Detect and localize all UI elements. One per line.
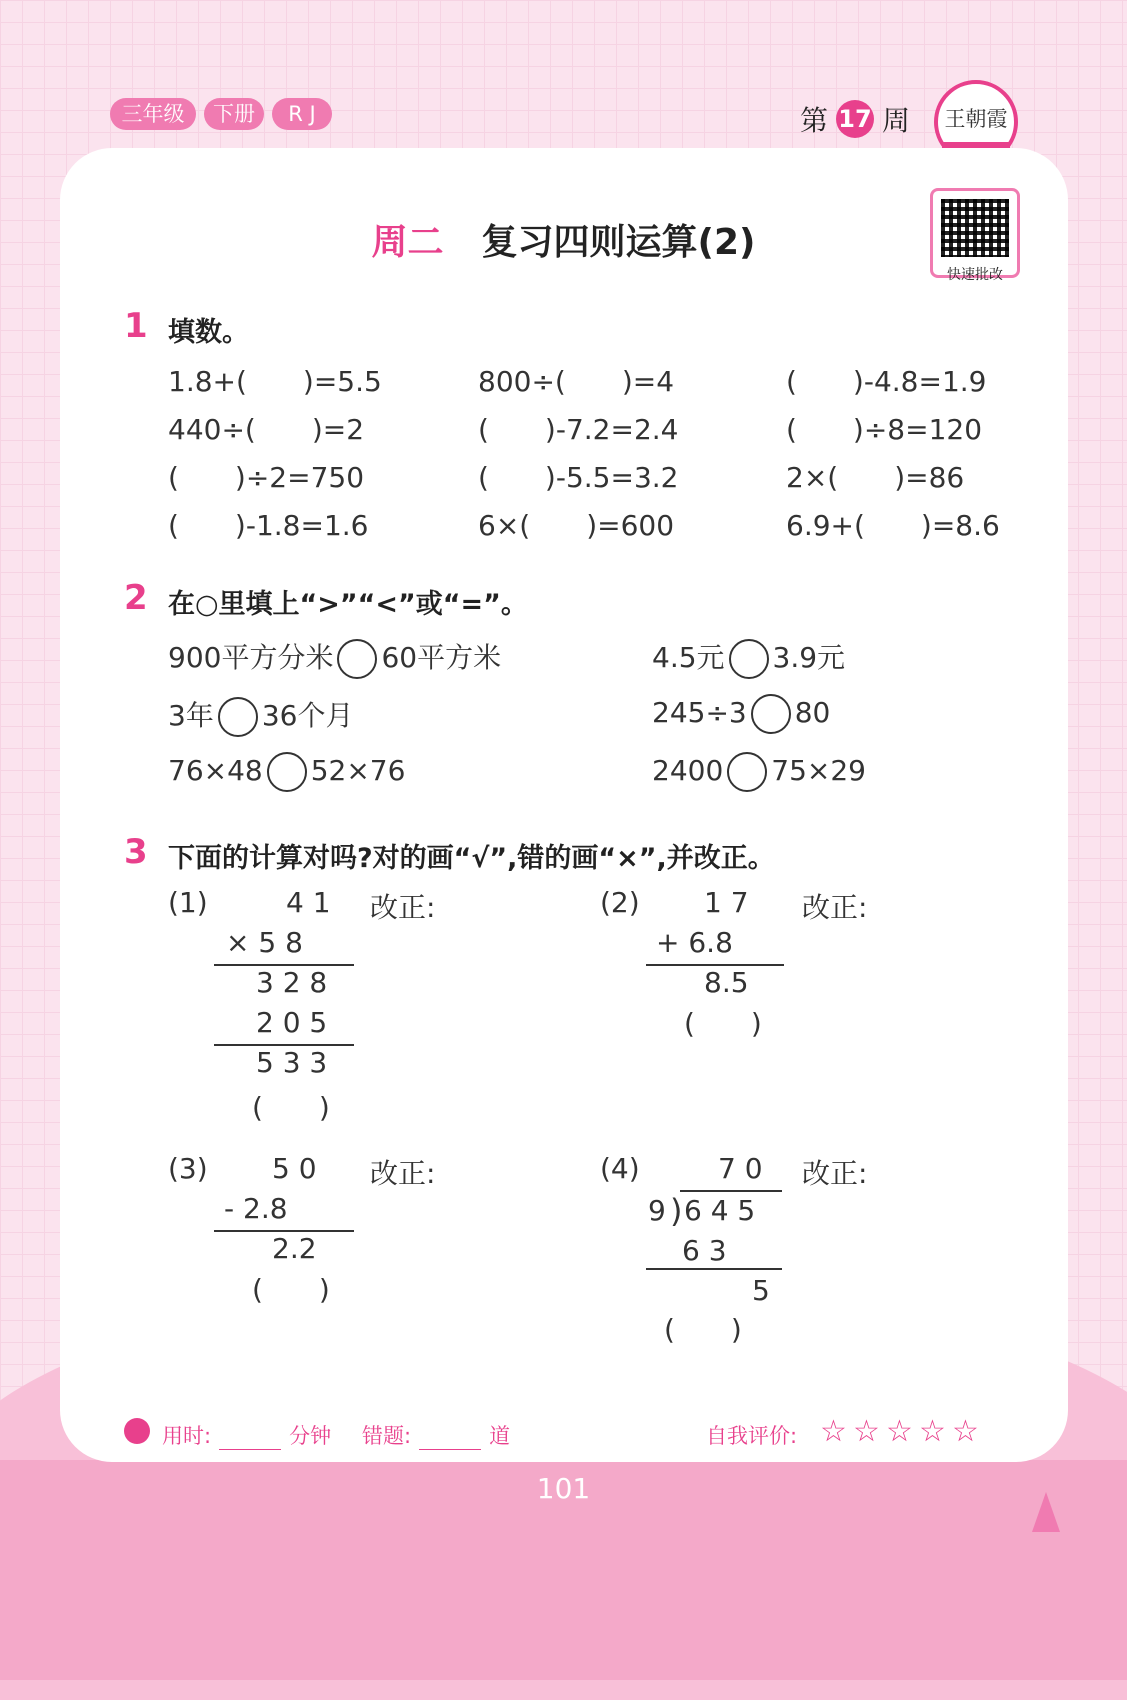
- problem-2-fix-label: 改正:: [802, 891, 868, 924]
- time-unit: 分钟: [289, 1424, 332, 1448]
- compare-right: 75×29: [771, 754, 866, 787]
- problem-1-line1: 4 1: [286, 886, 331, 919]
- fill-blank-item[interactable]: 6×( )=600: [478, 509, 675, 542]
- fill-blank-item[interactable]: 6.9+( )=8.6: [786, 509, 1000, 542]
- compare-right: 60平方米: [381, 641, 502, 674]
- problem-4-line3: 6 3: [682, 1234, 727, 1267]
- problem-4-dividend: 6 4 5: [684, 1194, 756, 1227]
- problem-4-label: (4): [600, 1152, 640, 1185]
- compare-circle[interactable]: [727, 752, 767, 792]
- problem-4-quotient: 7 0: [718, 1152, 763, 1185]
- problem-4-division-bracket: ): [670, 1192, 683, 1230]
- compare-left: 3年: [168, 699, 214, 732]
- compare-left: 4.5元: [652, 641, 725, 674]
- problem-4-fix-label: 改正:: [802, 1157, 868, 1190]
- compare-right: 3.9元: [772, 641, 846, 674]
- footer-time: [162, 1420, 331, 1450]
- question-3-text: 下面的计算对吗?对的画“√”,错的画“×”,并改正。: [168, 843, 775, 874]
- self-eval-label: 自我评价:: [706, 1424, 798, 1448]
- problem-1-line4: 2 0 5: [256, 1006, 328, 1039]
- problem-1-line3: 3 2 8: [256, 966, 328, 999]
- footer-errors: [362, 1420, 510, 1450]
- error-label: 错题:: [362, 1424, 412, 1448]
- title-topic: 复习四则运算(2): [481, 222, 756, 263]
- compare-left: 76×48: [168, 754, 263, 787]
- compare-item: [168, 636, 501, 679]
- problem-3-label: (3): [168, 1152, 208, 1185]
- week-suffix: 周: [882, 104, 911, 137]
- compare-item: [652, 752, 866, 792]
- compare-item: [652, 636, 845, 679]
- fill-blank-item[interactable]: 440÷( )=2: [168, 413, 365, 446]
- problem-3-line2: - 2.8: [224, 1192, 288, 1225]
- compare-left: 900平方分米: [168, 641, 334, 674]
- problem-1-fix-label: 改正:: [370, 891, 436, 924]
- compare-circle[interactable]: [218, 697, 258, 737]
- compare-circle[interactable]: [337, 639, 377, 679]
- page-number: 101: [536, 1472, 591, 1505]
- problem-4-rule: [646, 1268, 782, 1270]
- edition-badge: R J: [272, 98, 332, 130]
- compare-right: 52×76: [310, 754, 406, 787]
- problem-2-answer-paren[interactable]: ( ): [684, 1007, 762, 1040]
- problem-3-answer-paren[interactable]: ( ): [252, 1273, 330, 1306]
- problem-2-line3: 8.5: [704, 966, 749, 999]
- problem-4-division-bar: [680, 1190, 782, 1192]
- question-2-text: 在○里填上“>”“<”或“=”。: [168, 589, 528, 620]
- compare-right: 36个月: [261, 699, 354, 732]
- title-day: 周二: [371, 222, 444, 263]
- compare-item: [168, 694, 353, 737]
- question-3-number: 3: [124, 832, 148, 872]
- error-blank[interactable]: [419, 1429, 481, 1450]
- fill-blank-item[interactable]: 800÷( )=4: [478, 365, 675, 398]
- fill-blank-item[interactable]: ( )÷8=120: [786, 413, 983, 446]
- compare-circle[interactable]: [751, 694, 791, 734]
- qr-label: 快速批改: [947, 267, 1003, 283]
- problem-1-label: (1): [168, 886, 208, 919]
- fill-blank-item[interactable]: ( )-1.8=1.6: [168, 509, 369, 542]
- grade-badge: 三年级: [110, 98, 196, 130]
- fill-blank-item[interactable]: ( )-5.5=3.2: [478, 461, 679, 494]
- problem-1-line2: × 5 8: [226, 926, 303, 959]
- fill-blank-item[interactable]: ( )-4.8=1.9: [786, 365, 987, 398]
- problem-1-answer-paren[interactable]: ( ): [252, 1091, 330, 1124]
- compare-left: 245÷3: [652, 696, 747, 729]
- logo-text: 王朝霞: [944, 107, 1008, 131]
- term-badge: 下册: [204, 98, 264, 130]
- star-icon-3[interactable]: ☆: [886, 1414, 913, 1449]
- problem-2-label: (2): [600, 886, 640, 919]
- time-label: 用时:: [162, 1424, 212, 1448]
- week-number: 17: [836, 100, 874, 138]
- fill-blank-item[interactable]: 1.8+( )=5.5: [168, 365, 382, 398]
- question-2-number: 2: [124, 578, 148, 618]
- problem-2-line2: + 6.8: [656, 926, 733, 959]
- star-icon-5[interactable]: ☆: [952, 1414, 979, 1449]
- timer-icon: [124, 1418, 150, 1444]
- problem-4-divisor: 9: [648, 1194, 666, 1227]
- star-icon-1[interactable]: ☆: [820, 1414, 847, 1449]
- compare-circle[interactable]: [267, 752, 307, 792]
- problem-4-remainder: 5: [752, 1274, 770, 1307]
- problem-2-line1: 1 7: [704, 886, 749, 919]
- compare-right: 80: [794, 696, 831, 729]
- problem-1-line5: 5 3 3: [256, 1046, 328, 1079]
- compare-circle[interactable]: [729, 639, 769, 679]
- fill-blank-item[interactable]: ( )-7.2=2.4: [478, 413, 679, 446]
- time-blank[interactable]: [219, 1429, 281, 1450]
- fill-blank-item[interactable]: 2×( )=86: [786, 461, 965, 494]
- question-1-text: 填数。: [168, 317, 249, 348]
- compare-left: 2400: [652, 754, 724, 787]
- problem-3-line3: 2.2: [272, 1232, 317, 1265]
- star-icon-2[interactable]: ☆: [853, 1414, 880, 1449]
- fill-blank-item[interactable]: ( )÷2=750: [168, 461, 365, 494]
- question-1-number: 1: [124, 306, 148, 346]
- compare-item: [168, 752, 405, 792]
- arrow-decoration-icon: [1032, 1492, 1060, 1532]
- error-unit: 道: [489, 1424, 511, 1448]
- star-icon-4[interactable]: ☆: [919, 1414, 946, 1449]
- week-prefix: 第: [800, 104, 829, 137]
- qr-pattern: [941, 199, 1009, 257]
- problem-3-line1: 5 0: [272, 1152, 317, 1185]
- problem-3-fix-label: 改正:: [370, 1157, 436, 1190]
- compare-item: [652, 694, 830, 734]
- problem-4-answer-paren[interactable]: ( ): [664, 1313, 742, 1346]
